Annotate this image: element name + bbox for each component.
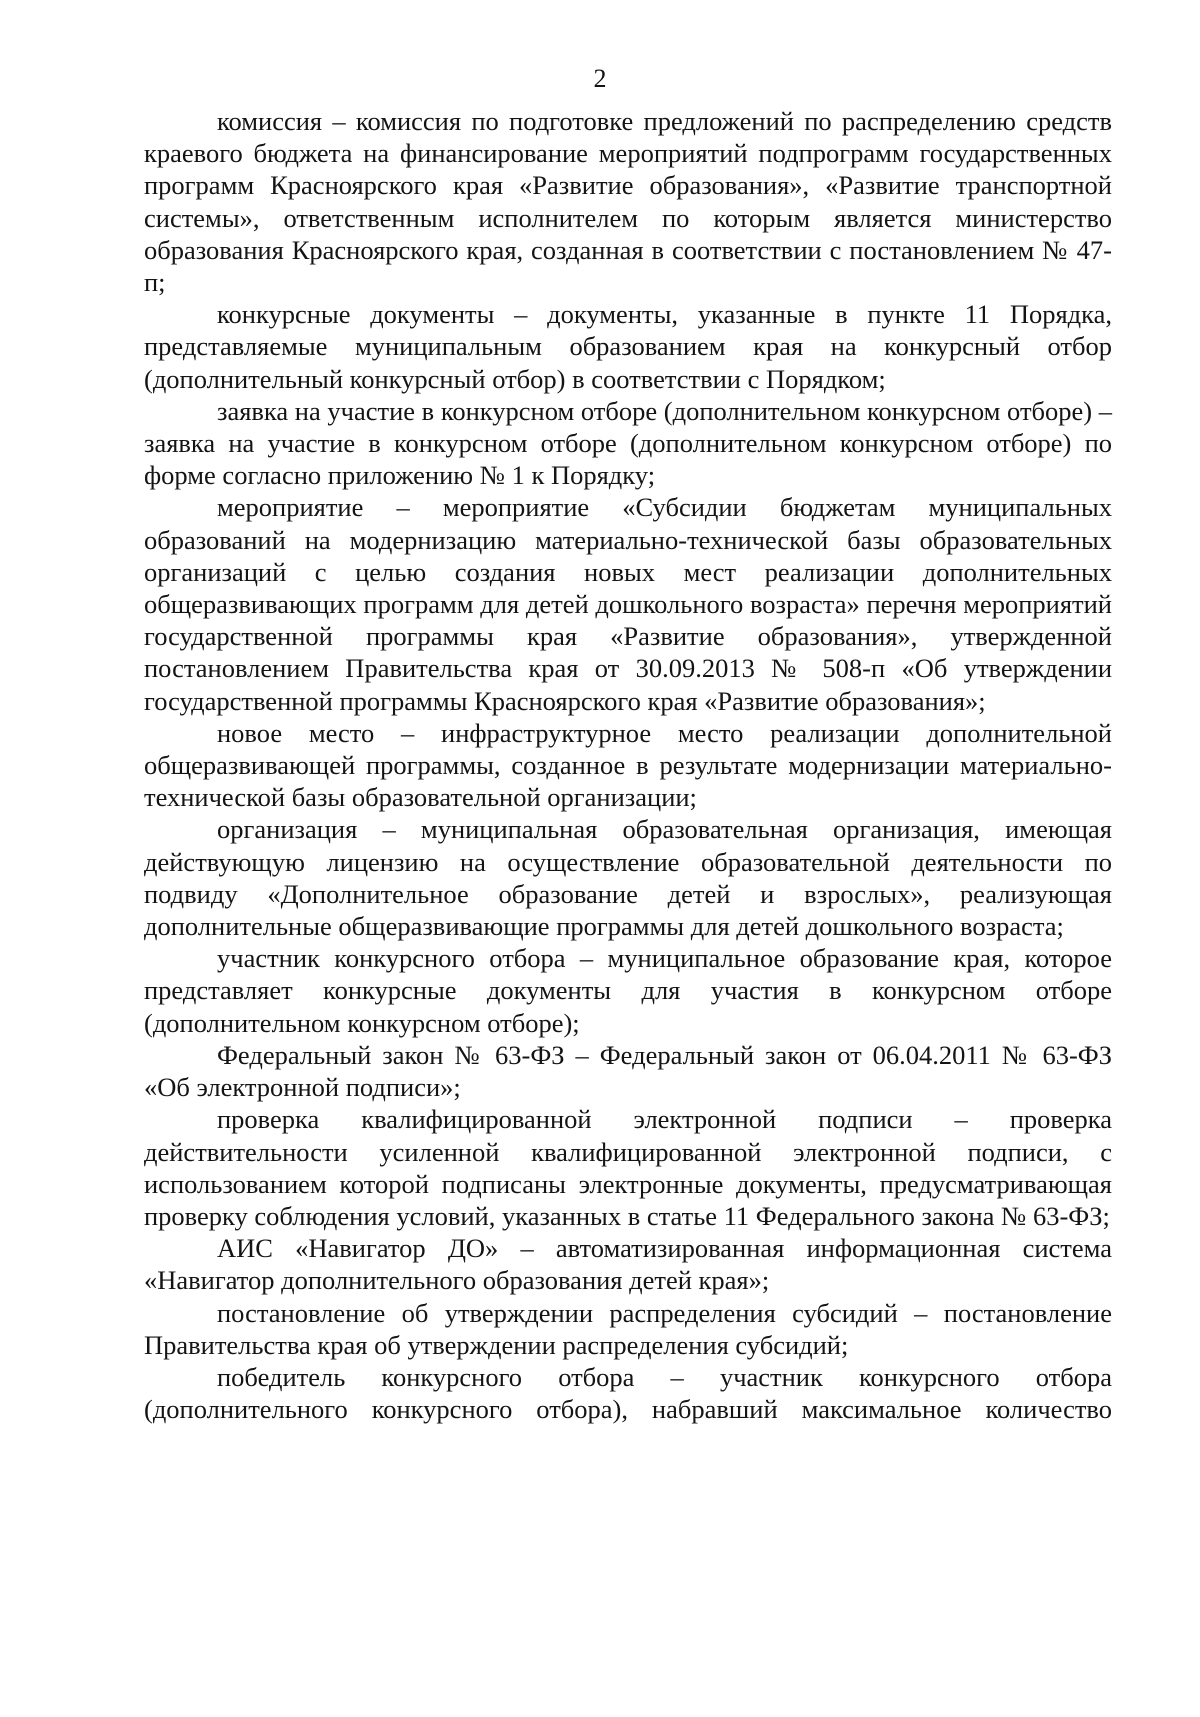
paragraph-winner-definition: победитель конкурсного отбора – участник конкурсного отбора (дополнительного конкурсного отбора), набравший максимальное количество xyxy=(144,1361,1112,1425)
paragraph-organization-definition: организация – муниципальная образовательная организация, имеющая действующую лицензию на осуществление образовательной деятельности по подвиду «Дополнительное образование детей и взрослых», реализующая дополнительные общеразвивающие программы для детей дошкольного возраста; xyxy=(144,814,1112,942)
paragraph-measure-definition: мероприятие – мероприятие «Субсидии бюджетам муниципальных образований на модернизацию материально-технической базы образовательных организаций с целью создания новых мест реализации дополнительных общеразвивающих программ для детей дошкольного возраста» перечня мероприятий государственной программы края «Развитие образования», утвержденной постановлением Правительства края от 30.09.2013 № 508-п «Об утверждении государственной программы Красноярского края «Развитие образования»; xyxy=(144,492,1112,716)
paragraph-subsidy-resolution-definition: постановление об утверждении распределения субсидий – постановление Правительства края об утверждении распределения субсидий; xyxy=(144,1297,1112,1360)
paragraph-ais-navigator-definition: АИС «Навигатор ДО» – автоматизированная информационная система «Навигатор дополнительного образования детей края»; xyxy=(144,1233,1112,1296)
paragraph-application-definition: заявка на участие в конкурсном отборе (дополнительном конкурсном отборе) – заявка на участие в конкурсном отборе (дополнительном конкурсном отборе) по форме согласно приложению № 1 к Порядку; xyxy=(144,395,1112,491)
paragraph-commission-definition: комиссия – комиссия по подготовке предложений по распределению средств краевого бюджета на финансирование мероприятий подпрограмм государственных программ Красноярского края «Развитие образования», «Развитие транспортной системы», ответственным исполнителем по которым является министерство образования Красноярского края, созданная в соответствии с постановлением № 47-п; xyxy=(144,106,1112,298)
page-number: 2 xyxy=(593,64,607,93)
document-body xyxy=(144,105,1112,1425)
paragraph-signature-check-definition: проверка квалифицированной электронной подписи – проверка действительности усиленной квалифицированной электронной подписи, с использованием которой подписаны электронные документы, предусматривающая проверку соблюдения условий, указанных в статье 11 Федерального закона № 63-ФЗ; xyxy=(144,1104,1112,1231)
paragraph-federal-law-definition: Федеральный закон № 63-ФЗ – Федеральный закон от 06.04.2011 № 63-ФЗ «Об электронной подписи»; xyxy=(144,1039,1112,1103)
paragraph-participant-definition: участник конкурсного отбора – муниципальное образование края, которое представляет конкурсные документы для участия в конкурсном отборе (дополнительном конкурсном отборе); xyxy=(144,943,1112,1038)
paragraph-new-place-definition: новое место – инфраструктурное место реализации дополнительной общеразвивающей программы, созданное в результате модернизации материально-технической базы образовательной организации; xyxy=(144,717,1112,813)
paragraph-competition-documents-definition: конкурсные документы – документы, указанные в пункте 11 Порядка, представляемые муниципальным образованием края на конкурсный отбор (дополнительный конкурсный отбор) в соответствии с Порядком; xyxy=(144,299,1112,394)
